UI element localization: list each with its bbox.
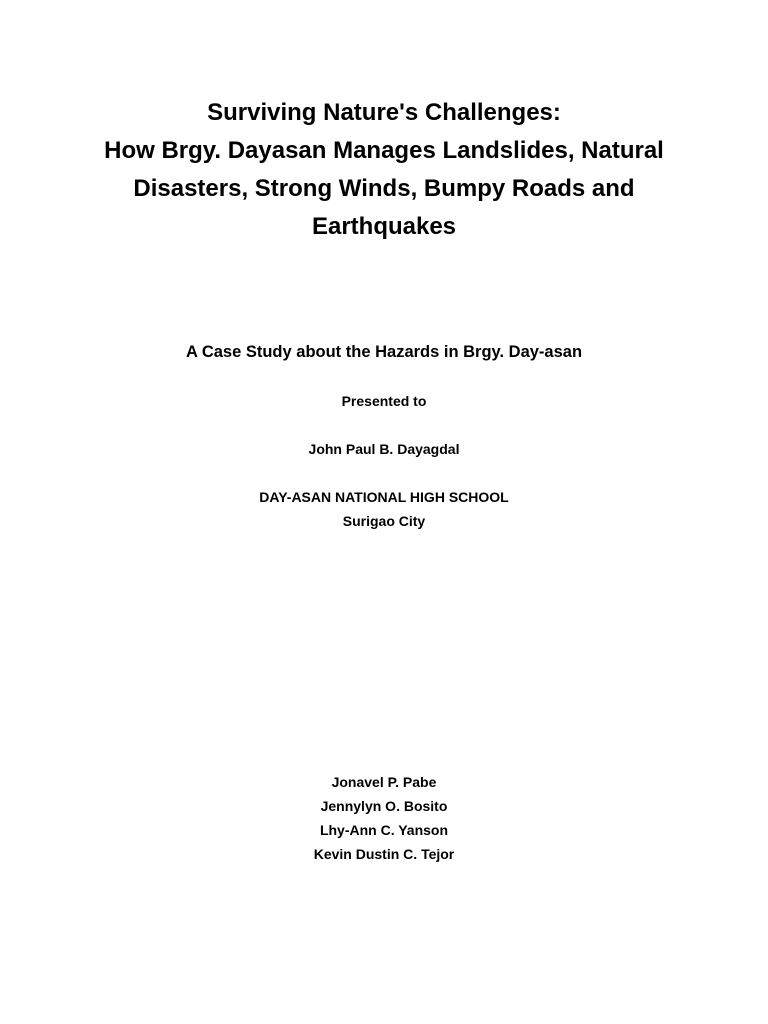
document-title — [0, 94, 768, 246]
school-info — [0, 485, 768, 533]
author-name: Jonavel P. Pabe — [331, 774, 437, 790]
title-line-1: Surviving Nature's Challenges: — [207, 99, 561, 126]
school-location: Surigao City — [342, 513, 426, 529]
title-line-4: Earthquakes — [311, 213, 457, 240]
author-name: Jennylyn O. Bosito — [320, 798, 448, 814]
school-name: DAY-ASAN NATIONAL HIGH SCHOOL — [259, 489, 509, 505]
recipient-name: John Paul B. Dayagdal — [308, 441, 460, 457]
author-name: Kevin Dustin C. Tejor — [313, 846, 455, 862]
presented-to-label: Presented to — [341, 393, 427, 409]
document-subtitle: A Case Study about the Hazards in Brgy. Day-asan — [185, 343, 583, 361]
title-line-2: How Brgy. Dayasan Manages Landslides, Natural — [104, 137, 664, 164]
authors-list — [0, 770, 768, 866]
author-name: Lhy-Ann C. Yanson — [319, 822, 449, 838]
title-line-3: Disasters, Strong Winds, Bumpy Roads and — [133, 175, 635, 202]
